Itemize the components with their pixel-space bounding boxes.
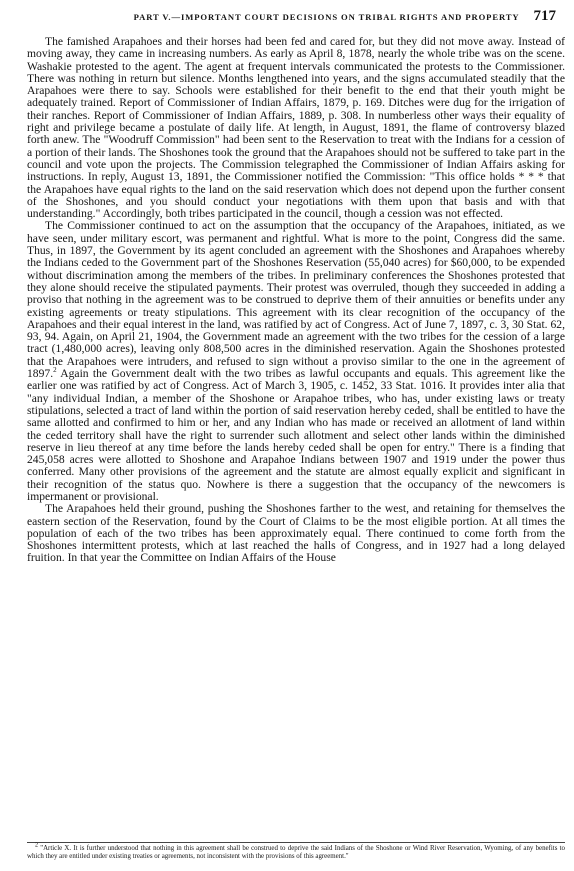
paragraph-2-text-b: Again the Government dealt with the two tribes as lawful occupants and equals. This agreement like the earlier one was ratified by act of Congress. Act of March 3, 1905, c. 1452, 33 Stat. 1016. It provides inter alia that "any individual Indian, a member of the Shoshone or Arapahoe tribes, who has, under existing laws or treaty stipulations, selected a tract of land within the portion of said reservation hereby ceded, shall be entitled to have the same allotted and confirmed to him or her, and any Indian who has made or received an allotment of land within the ceded territory shall have the right to surrender such allotment and select other lands within the diminished reserve in lieu thereof at any time before the lands hereby ceded shall be open for entry." There is a finding that 245,058 acres were allotted to Shoshone and Arapahoe Indians between 1907 and 1919 under the power thus conferred. Many other provisions of the agreement and the statute are almost equally explicit and significant in their recognition of the status quo. Nowhere is there a suggestion that the occupancy of the newcomers is impermanent or provisional. xyxy=(27,367,565,503)
footnote xyxy=(27,842,565,861)
paragraph-1-text: The famished Arapahoes and their horses had been fed and cared for, but they did not move away. Instead of moving away, they came in increasing numbers. As early as April 8, 1878, nearly the whole tribe was on the scene. Washakie protested to the agent. The agent at frequent intervals communicated the protests to the Commissioner. There was nothing in return but silence. Months lengthened into years, and the signs accumulated steadily that the Arapahoes were there to say. Schools were established for their benefit to the end that their youth might be adequately trained. Report of Commissioner of Indian Affairs, 1879, p. 169. Ditches were dug for the irrigation of their ranches. Report of Commissioner of Indian Affairs, 1889, p. 308. In numberless other ways their equality of right and privilege became a postulate of daily life. At length, in August, 1891, the flame of controversy blazed forth anew. The "Woodruff Commission" had been sent to the Reservation to treat with the Indians for a cession of a portion of their lands. The Shoshones took the ground that the Arapahoes should not be suffered to take part in the council and vote upon the projects. The Commission telegraphed the Commissioner of Indian Affairs asking for instructions. In reply, August 13, 1891, the Commissioner notified the Commission: "This office holds * * * that the Arapahoes have equal rights to the land on the said reservation which does not depend upon the further consent of the Shoshones, and you should conduct your negotiations with them upon that basis and with that understanding." Accordingly, both tribes participated in the council, though a cession was not effected. xyxy=(27,35,565,221)
paragraph-2 xyxy=(27,220,565,503)
paragraph-3 xyxy=(27,503,565,564)
body-text xyxy=(27,36,565,565)
footnotes-section xyxy=(27,842,565,861)
footnote-reference: 2 xyxy=(53,366,57,375)
footnote-number: 2 xyxy=(35,842,38,849)
footnote-text: "Article X. It is further understood that nothing in this agreement shall be construed to deprive the said Indians of the Shoshone or Wind River Reservation, Wyoming, of any benefits to which they are entitled under existing treaties or agreements, not inconsistent with the provisions of this agreement." xyxy=(27,845,565,860)
running-header-title: PART V.—IMPORTANT COURT DECISIONS ON TRIBAL RIGHTS AND PROPERTY xyxy=(133,12,520,22)
page-number: 717 xyxy=(533,8,556,24)
page-header xyxy=(64,8,556,28)
paragraph-1 xyxy=(27,36,565,220)
paragraph-3-text: The Arapahoes held their ground, pushing the Shoshones farther to the west, and retaining for themselves the eastern section of the Reservation, found by the Court of Claims to be the most eligible portion. At all times the population of each of the two tribes has been approximately equal. There continued to come forth from the Shoshones intermittent protests, which at last reached the halls of Congress, and in 1927 had a long delayed fruition. In that year the Committee on Indian Affairs of the House xyxy=(27,502,565,565)
paragraph-2-text-a: The Commissioner continued to act on the assumption that the occupancy of the Arapahoes, initiated, as we have seen, under military escort, was permanent and rightful. What is more to the point, Congress did the same. Thus, in 1897, the Government by its agent concluded an agreement with the Shoshones and Arapahoes whereby the Indians ceded to the Government part of the Shoshones Reservation (55,040 acres) for $60,000, to be expended without discrimination among the members of the tribes. In preliminary conferences the Shoshones protested that they alone should receive the stipulated payments. Their protest was overruled, though they succeeded in adding a proviso that nothing in the agreement was to be construed to deprive them of their annuities or benefits under any existing agreements or treaty stipulations. This agreement with its clear recognition of the occupancy of the Arapahoes and their equal interest in the land, was ratified by act of Congress. Act of June 7, 1897, c. 3, 30 Stat. 62, 93, 94. Again, on April 21, 1904, the Government made an agreement with the two tribes for the cession of a large tract (1,480,000 acres), leaving only 808,500 acres in the diminished reservation. Again the Shoshones protested that the Arapahoes were intruders, and refused to sign without a proviso similar to the one in the agreement of 1897. xyxy=(27,219,565,381)
